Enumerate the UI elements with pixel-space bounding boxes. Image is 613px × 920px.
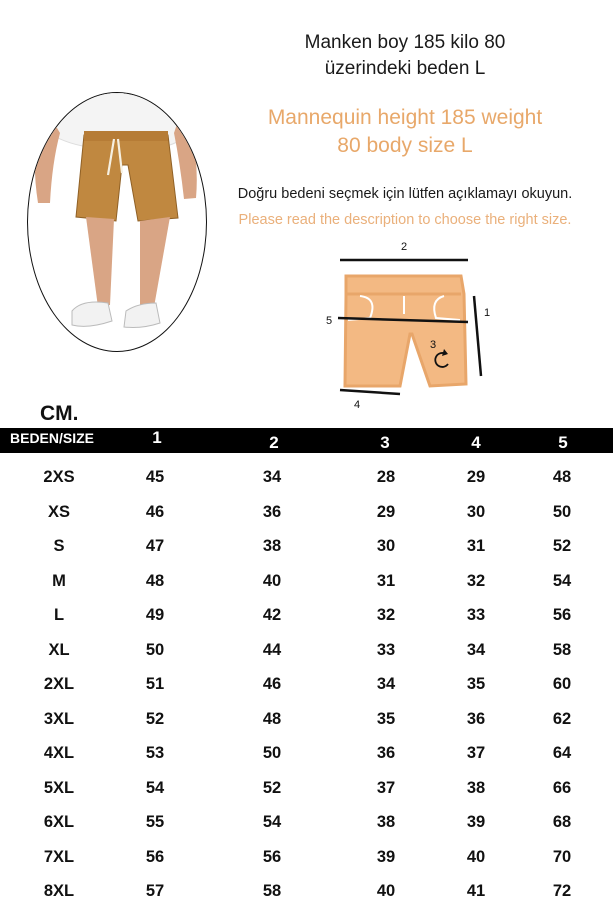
table-row [0, 460, 613, 494]
measure-3-cell: 33 [376, 640, 396, 659]
measure-3-cell: 37 [376, 778, 396, 797]
instruction-tr: Doğru bedeni seçmek için lütfen açıklamayı okuyun. [237, 186, 573, 202]
measure-line-1 [474, 296, 481, 376]
measurement-diagram [318, 236, 498, 414]
measure-5-cell: 56 [552, 606, 572, 624]
diagram-label-1: 1 [484, 307, 491, 319]
measure-1-cell: 56 [145, 847, 165, 866]
table-row [0, 771, 613, 805]
measure-2-cell: 48 [262, 709, 282, 728]
measure-1-cell: 51 [145, 675, 165, 693]
size-cell: 6XL [43, 813, 75, 831]
size-cell: L [53, 606, 65, 624]
measure-5-cell: 72 [552, 882, 572, 900]
size-cell: 8XL [43, 882, 75, 900]
diagram-label-4: 4 [354, 399, 361, 411]
measure-5-cell: 58 [552, 640, 572, 659]
size-cell: XL [48, 640, 70, 659]
measure-4-cell: 37 [466, 744, 486, 762]
measure-4-cell: 40 [466, 847, 486, 866]
header-measure-1: 1 [152, 428, 162, 447]
table-row [0, 529, 613, 563]
unit-label: CM. [40, 402, 79, 425]
measure-2-cell: 42 [262, 606, 282, 624]
table-row [0, 840, 613, 874]
header-measure-3: 3 [380, 433, 390, 452]
header-measure-4: 4 [471, 433, 481, 452]
measure-5-cell: 62 [552, 709, 572, 728]
measure-5-cell: 48 [552, 468, 572, 486]
model-photo-frame [27, 92, 207, 352]
measure-4-cell: 29 [466, 468, 486, 486]
measure-2-cell: 50 [262, 744, 282, 762]
measure-3-cell: 31 [376, 571, 396, 590]
measure-1-cell: 46 [145, 502, 165, 521]
measure-5-cell: 60 [552, 675, 572, 693]
measure-4-cell: 41 [466, 882, 486, 900]
diagram-label-3: 3 [430, 339, 437, 351]
measure-4-cell: 34 [466, 640, 486, 659]
header-measure-5: 5 [558, 433, 568, 452]
measure-2-cell: 38 [262, 537, 282, 555]
measure-2-cell: 44 [262, 640, 282, 659]
measure-1-cell: 57 [145, 882, 165, 900]
measure-2-cell: 52 [262, 778, 282, 797]
size-cell: M [52, 571, 66, 590]
measure-2-cell: 56 [262, 847, 282, 866]
size-cell: S [53, 537, 65, 555]
measure-2-cell: 46 [262, 675, 282, 693]
size-cell: XS [47, 502, 70, 521]
measure-4-cell: 35 [466, 675, 486, 693]
size-cell: 2XL [43, 675, 75, 693]
measure-3-cell: 28 [376, 468, 396, 486]
measure-4-cell: 38 [466, 778, 486, 797]
measure-5-cell: 70 [552, 847, 572, 866]
measure-3-cell: 39 [376, 847, 396, 866]
measure-4-cell: 39 [466, 813, 486, 831]
measure-2-cell: 36 [262, 502, 282, 521]
measure-2-cell: 40 [262, 571, 282, 590]
measure-4-cell: 36 [466, 709, 486, 728]
measure-5-cell: 68 [552, 813, 572, 831]
size-table-header [0, 428, 613, 453]
measure-4-cell: 31 [466, 537, 486, 555]
measure-4-cell: 33 [466, 606, 486, 624]
diagram-label-2: 2 [400, 241, 408, 253]
measure-5-cell: 52 [552, 537, 572, 555]
measure-1-cell: 48 [145, 571, 165, 590]
measure-1-cell: 54 [145, 778, 165, 797]
table-row [0, 633, 613, 667]
measure-1-cell: 45 [145, 468, 165, 486]
table-row [0, 598, 613, 632]
measure-2-cell: 54 [262, 813, 282, 831]
measure-1-cell: 49 [145, 606, 165, 624]
table-row [0, 736, 613, 770]
measure-1-cell: 47 [145, 537, 165, 555]
measure-3-cell: 35 [376, 709, 396, 728]
measure-4-cell: 30 [466, 502, 486, 521]
measure-3-cell: 38 [376, 813, 396, 831]
table-row [0, 495, 613, 529]
diagram-label-5: 5 [326, 315, 333, 327]
measure-3-cell: 32 [376, 606, 396, 624]
model-photo [28, 93, 206, 351]
size-cell: 3XL [43, 709, 75, 728]
size-cell: 4XL [43, 744, 75, 762]
measure-5-cell: 54 [552, 571, 572, 590]
size-cell: 5XL [43, 778, 75, 797]
table-row [0, 702, 613, 736]
measure-2-cell: 58 [262, 882, 282, 900]
mannequin-info-en-line2: 80 body size L [337, 134, 473, 158]
measure-1-cell: 55 [145, 813, 165, 831]
mannequin-info-tr [205, 30, 605, 81]
instruction-en: Please read the description to choose the right size. [238, 212, 572, 228]
size-cell: 7XL [43, 847, 75, 866]
measure-5-cell: 64 [552, 744, 572, 762]
measure-2-cell: 34 [262, 468, 282, 486]
table-row [0, 874, 613, 908]
size-cell: 2XS [43, 468, 75, 486]
measure-1-cell: 53 [145, 744, 165, 762]
measure-5-cell: 50 [552, 502, 572, 521]
measure-3-cell: 36 [376, 744, 396, 762]
measure-3-cell: 40 [376, 882, 396, 900]
measure-line-4 [340, 390, 400, 394]
measure-3-cell: 30 [376, 537, 396, 555]
table-row [0, 805, 613, 839]
header-size-label: BEDEN/SIZE [10, 430, 95, 446]
measure-1-cell: 52 [145, 709, 165, 728]
mannequin-info-en-line1: Mannequin height 185 weight [267, 106, 543, 129]
measure-3-cell: 34 [376, 675, 396, 693]
measure-5-cell: 66 [552, 778, 572, 797]
mannequin-info-tr-line2: üzerindeki beden L [324, 57, 486, 79]
measure-1-cell: 50 [145, 640, 165, 659]
measure-4-cell: 32 [466, 571, 486, 590]
header-measure-2: 2 [269, 433, 279, 452]
mannequin-info-tr-line1: Manken boy 185 kilo 80 [304, 32, 506, 53]
table-row [0, 564, 613, 598]
measure-3-cell: 29 [376, 502, 396, 521]
mannequin-info-en [205, 104, 605, 161]
table-row [0, 667, 613, 701]
